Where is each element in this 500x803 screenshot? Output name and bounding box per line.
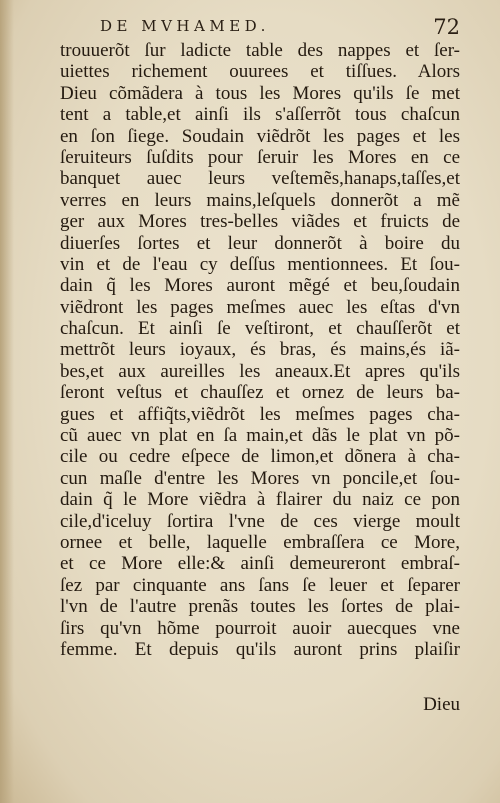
text-line: uiettes richement ouurees et tiſſues. Alors <box>60 61 460 83</box>
text-line: tent a table,et ainſi ils s'aſſerrõt tous chaſcun <box>60 104 460 126</box>
text-line: en ſon ſiege. Soudain viẽdrõt les pages et les <box>60 125 460 147</box>
text-line: vin et de l'eau cy deſſus mentionnees. Et ſou- <box>60 253 460 275</box>
text-line: femme. Et depuis qu'ils auront prins plaiſir <box>60 638 460 660</box>
text-line: chaſcun. Et ainſi ſe veſtiront, et chauſſerõt et <box>60 318 460 340</box>
text-line: cun maſle d'entre les Mores vn poncile,et ſou- <box>60 467 460 489</box>
text-line: dain q̃ les Mores auront mẽgé et beu,ſoudain <box>60 275 460 297</box>
text-line: et ce More elle:& ainſi demeureront embraſ- <box>60 553 460 575</box>
text-line: ſirs qu'vn hõme pourroit auoir auecques vne <box>60 617 460 639</box>
text-line: diuerſes ſortes et leur donnerõt à boire du <box>60 232 460 254</box>
text-line: l'vn de l'autre prenãs toutes les ſortes de plai- <box>60 596 460 618</box>
text-line: dain q̃ le More viẽdra à flairer du naiz ce pon <box>60 489 460 511</box>
text-line: ſeront veſtus et chauſſez et ornez de leurs ba- <box>60 382 460 404</box>
text-line: cũ auec vn plat en ſa main,et dãs le plat vn põ- <box>60 425 460 447</box>
text-line: ger aux Mores tres-belles viãdes et fruicts de <box>60 211 460 233</box>
text-line: mettrõt leurs ioyaux, és bras, és mains,és iã- <box>60 339 460 361</box>
text-line: trouuerõt ſur ladicte table des nappes et ſer- <box>60 40 460 61</box>
page-number: 72 <box>433 15 460 39</box>
text-line: cile ou cedre eſpece de limon,et dõnera à cha- <box>60 446 460 468</box>
text-line: verres en leurs mains,leſquels donnerõt a mẽ <box>60 189 460 211</box>
text-line: ſeruiteurs ſuſdits pour ſeruir les Mores en ce <box>60 146 460 168</box>
text-line: bes,et aux aureilles les aneaux.Et apres qu'ils <box>60 360 460 382</box>
page-header <box>100 17 460 39</box>
text-line: viẽdront les pages meſmes auec les eſtas d'vn <box>60 296 460 318</box>
text-line: cile,d'iceluy ſortira l'vne de ces vierge moult <box>60 510 460 532</box>
text-line: banquet auec leurs veſtemẽs,hanaps,taſſes,et <box>60 168 460 190</box>
text-line: ornee et belle, laquelle embraſſera ce More, <box>60 531 460 553</box>
catchword: Dieu <box>423 694 460 715</box>
text-line: Dieu cõmãdera à tous les Mores qu'ils ſe met <box>60 82 460 104</box>
body-text <box>60 40 460 660</box>
text-line: gues et affiq̃ts,viẽdrõt les meſmes pages cha- <box>60 403 460 425</box>
text-line: ſez par cinquante ans ſans ſe leuer et ſeparer <box>60 574 460 596</box>
running-title: DE MVHAMED. <box>100 17 270 35</box>
